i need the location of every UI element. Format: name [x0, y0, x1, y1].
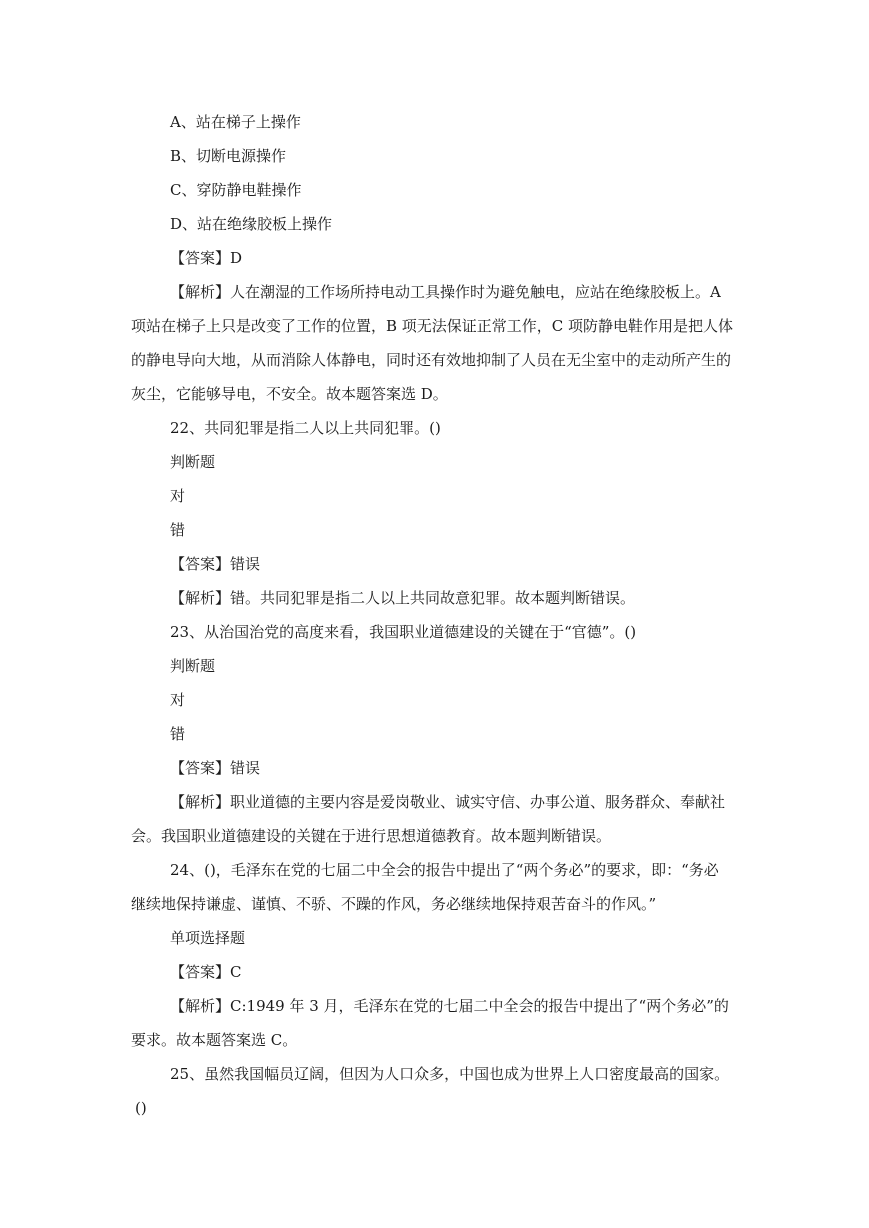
- answer-21: 【答案】D: [170, 249, 243, 267]
- question-25-stem-line-1: 25、虽然我国幅员辽阔，但因为人口众多，中国也成为世界上人口密度最高的国家。: [170, 1065, 730, 1083]
- question-24-type: 单项选择题: [170, 929, 246, 947]
- option-d: D、站在绝缘胶板上操作: [170, 215, 333, 233]
- question-22-type: 判断题: [170, 453, 216, 471]
- answer-23: 【答案】错误: [170, 759, 261, 777]
- explanation-24-line-2: 要求。故本题答案选 C。: [131, 1031, 298, 1049]
- explanation-21-line-2: 项站在梯子上只是改变了工作的位置，B 项无法保证正常工作，C 项防静电鞋作用是把人体: [131, 317, 734, 335]
- question-23-option-false: 错: [170, 725, 186, 743]
- explanation-21-line-4: 灰尘，它能够导电，不安全。故本题答案选 D。: [131, 385, 448, 403]
- question-24-stem-line-1: 24、()，毛泽东在党的七届二中全会的报告中提出了“两个务必”的要求，即：“务必: [170, 861, 719, 879]
- option-a: A、站在梯子上操作: [170, 113, 301, 131]
- option-c: C、穿防静电鞋操作: [170, 181, 302, 199]
- question-22-option-false: 错: [170, 521, 186, 539]
- question-25-stem-line-2: (): [135, 1099, 147, 1117]
- question-22-option-true: 对: [170, 487, 186, 505]
- question-23-type: 判断题: [170, 657, 216, 675]
- explanation-24-line-1: 【解析】C:1949 年 3 月，毛泽东在党的七届二中全会的报告中提出了“两个务必”的: [170, 997, 729, 1015]
- question-23-option-true: 对: [170, 691, 186, 709]
- explanation-22: 【解析】错。共同犯罪是指二人以上共同故意犯罪。故本题判断错误。: [170, 589, 636, 607]
- option-b: B、切断电源操作: [170, 147, 287, 165]
- answer-22: 【答案】错误: [170, 555, 261, 573]
- explanation-21-line-3: 的静电导向大地，从而消除人体静电，同时还有效地抑制了人员在无尘室中的走动所产生的: [131, 351, 732, 369]
- question-24-stem-line-2: 继续地保持谦虚、谨慎、不骄、不躁的作风，务必继续地保持艰苦奋斗的作风。”: [131, 895, 657, 913]
- question-23-stem: 23、从治国治党的高度来看，我国职业道德建设的关键在于“官德”。(): [170, 623, 637, 641]
- explanation-23-line-2: 会。我国职业道德建设的关键在于进行思想道德教育。故本题判断错误。: [131, 827, 612, 845]
- question-22-stem: 22、共同犯罪是指二人以上共同犯罪。(): [170, 419, 441, 437]
- explanation-23-line-1: 【解析】职业道德的主要内容是爱岗敬业、诚实守信、办事公道、服务群众、奉献社: [170, 793, 726, 811]
- answer-24: 【答案】C: [170, 963, 242, 981]
- explanation-21-line-1: 【解析】人在潮湿的工作场所持电动工具操作时为避免触电，应站在绝缘胶板上。A: [170, 283, 721, 301]
